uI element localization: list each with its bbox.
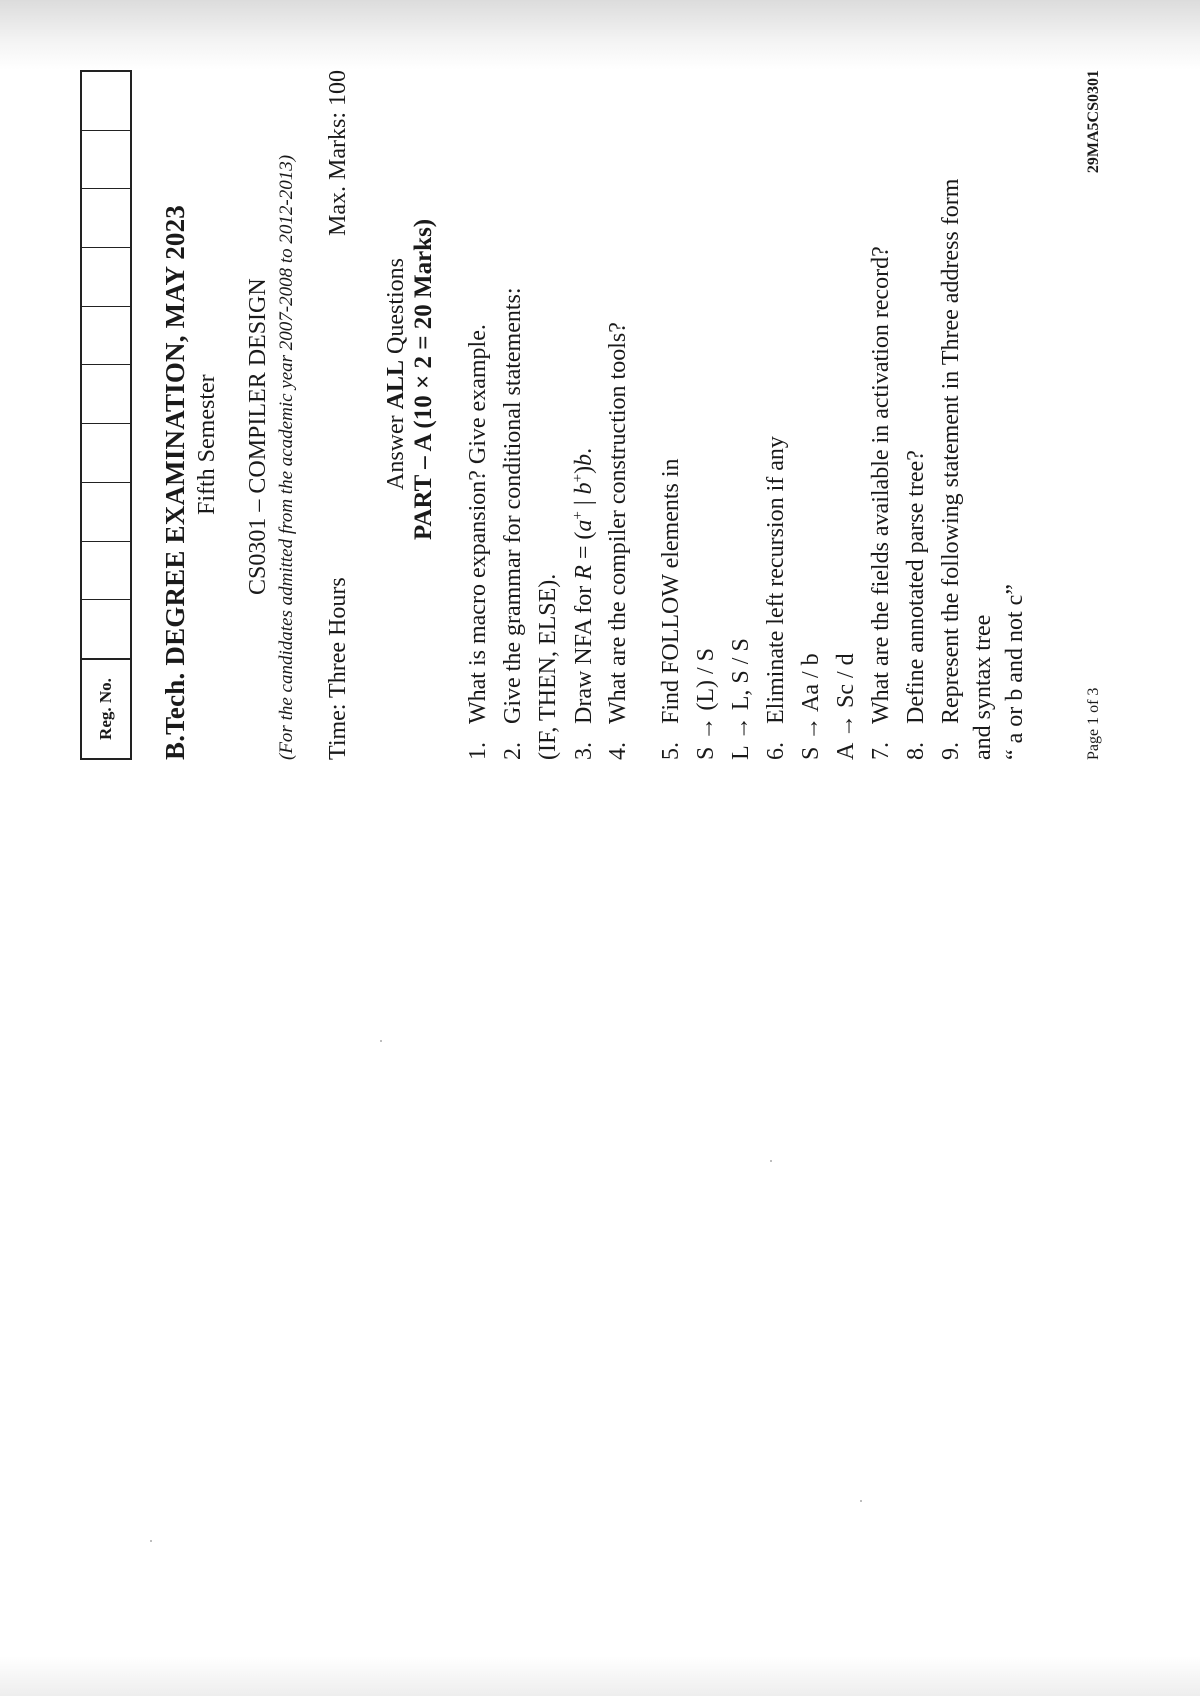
question-number: 9. [938, 742, 964, 760]
scan-edge-top [0, 0, 1200, 70]
admission-note: (For the candidates admitted from the academic year 2007-2008 to 2012-2013) [276, 154, 297, 760]
question-number: 8. [903, 742, 929, 760]
question-5 [658, 458, 685, 760]
question-text-end: . [571, 447, 597, 454]
question-number: 2. [500, 742, 526, 760]
math-var: R [571, 565, 597, 580]
grammar-line: L → L, S / S [728, 638, 754, 760]
question-8 [903, 450, 930, 760]
semester: Fifth Semester [194, 374, 220, 515]
question-4 [605, 322, 632, 760]
max-marks: Max. Marks: 100 [325, 70, 351, 236]
question-2 [500, 287, 527, 760]
answer-prefix: Answer [383, 409, 409, 490]
question-number: 4. [605, 742, 631, 760]
reg-no-cell [82, 364, 130, 423]
math-op: = ( [571, 531, 597, 566]
question-text: What are the compiler construction tools? [605, 322, 631, 724]
grammar-line: S → Aa / b [798, 653, 824, 760]
paper-code: 29MA5CS0301 [1085, 70, 1102, 174]
question-6 [763, 436, 790, 760]
question-9 [938, 179, 965, 760]
math-sup: + [570, 511, 586, 520]
exam-duration: Time: Three Hours [325, 577, 351, 760]
answer-all: ALL [383, 359, 409, 410]
scan-speck [150, 1540, 152, 1542]
question-number: 3. [571, 742, 597, 760]
part-heading: PART – A (10 × 2 = 20 Marks) [410, 218, 437, 540]
grammar-line: S → (L) / S [693, 647, 719, 760]
reg-no-cell [82, 599, 130, 658]
reg-no-label: Reg. No. [82, 658, 130, 758]
question-text: What are the fields available in activation record? [868, 246, 894, 724]
grammar-line: A → Sc / d [833, 653, 859, 760]
question-text: What is macro expansion? Give example. [465, 324, 491, 724]
reg-no-cell [82, 482, 130, 541]
math-sup: + [570, 473, 586, 483]
question-2-continued: (IF, THEN, ELSE). [535, 573, 561, 760]
question-text: Draw NFA for [571, 579, 597, 724]
question-text: Eliminate left recursion if any [763, 436, 789, 724]
scan-speck [860, 1500, 862, 1502]
scan-edge-bottom [0, 1656, 1200, 1696]
exam-page-rotated [80, 70, 1102, 770]
registration-number-box [80, 70, 132, 760]
question-text: Represent the following statement in Three address form [938, 178, 964, 724]
answer-instruction [383, 258, 410, 490]
reg-no-cell [82, 306, 130, 365]
math-var: b [571, 482, 597, 495]
question-7 [868, 246, 895, 760]
question-number: 1. [465, 742, 491, 760]
answer-suffix: Questions [383, 257, 409, 360]
page-number: Page 1 of 3 [1085, 687, 1102, 760]
question-text: Give the grammar for conditional statements: [500, 287, 526, 724]
scan-speck [380, 1040, 382, 1042]
exam-title: B.Tech. DEGREE EXAMINATION, MAY 2023 [160, 204, 190, 760]
question-9-continued: and syntax tree [970, 614, 996, 760]
question-text: Define annotated parse tree? [903, 450, 929, 724]
math-var: b [571, 453, 597, 466]
reg-no-cell [82, 130, 130, 189]
question-number: 7. [868, 742, 894, 760]
question-3 [570, 448, 598, 760]
reg-no-cell [82, 247, 130, 306]
math-var: a [571, 519, 597, 532]
scan-speck [770, 1160, 772, 1162]
reg-no-cell [82, 72, 130, 130]
question-1 [465, 324, 492, 760]
reg-no-cell [82, 541, 130, 600]
question-number: 6. [763, 742, 789, 760]
reg-no-cell [82, 423, 130, 482]
regex-expression [571, 454, 597, 580]
math-op: ) [571, 465, 597, 474]
course-title: CS0301 – COMPILER DESIGN [245, 278, 271, 595]
reg-no-cell [82, 188, 130, 247]
question-number: 5. [658, 742, 684, 760]
question-9-expression: “ a or b and not c” [1002, 584, 1028, 760]
math-op: | [571, 494, 597, 512]
question-text: Find FOLLOW elements in [658, 458, 684, 724]
